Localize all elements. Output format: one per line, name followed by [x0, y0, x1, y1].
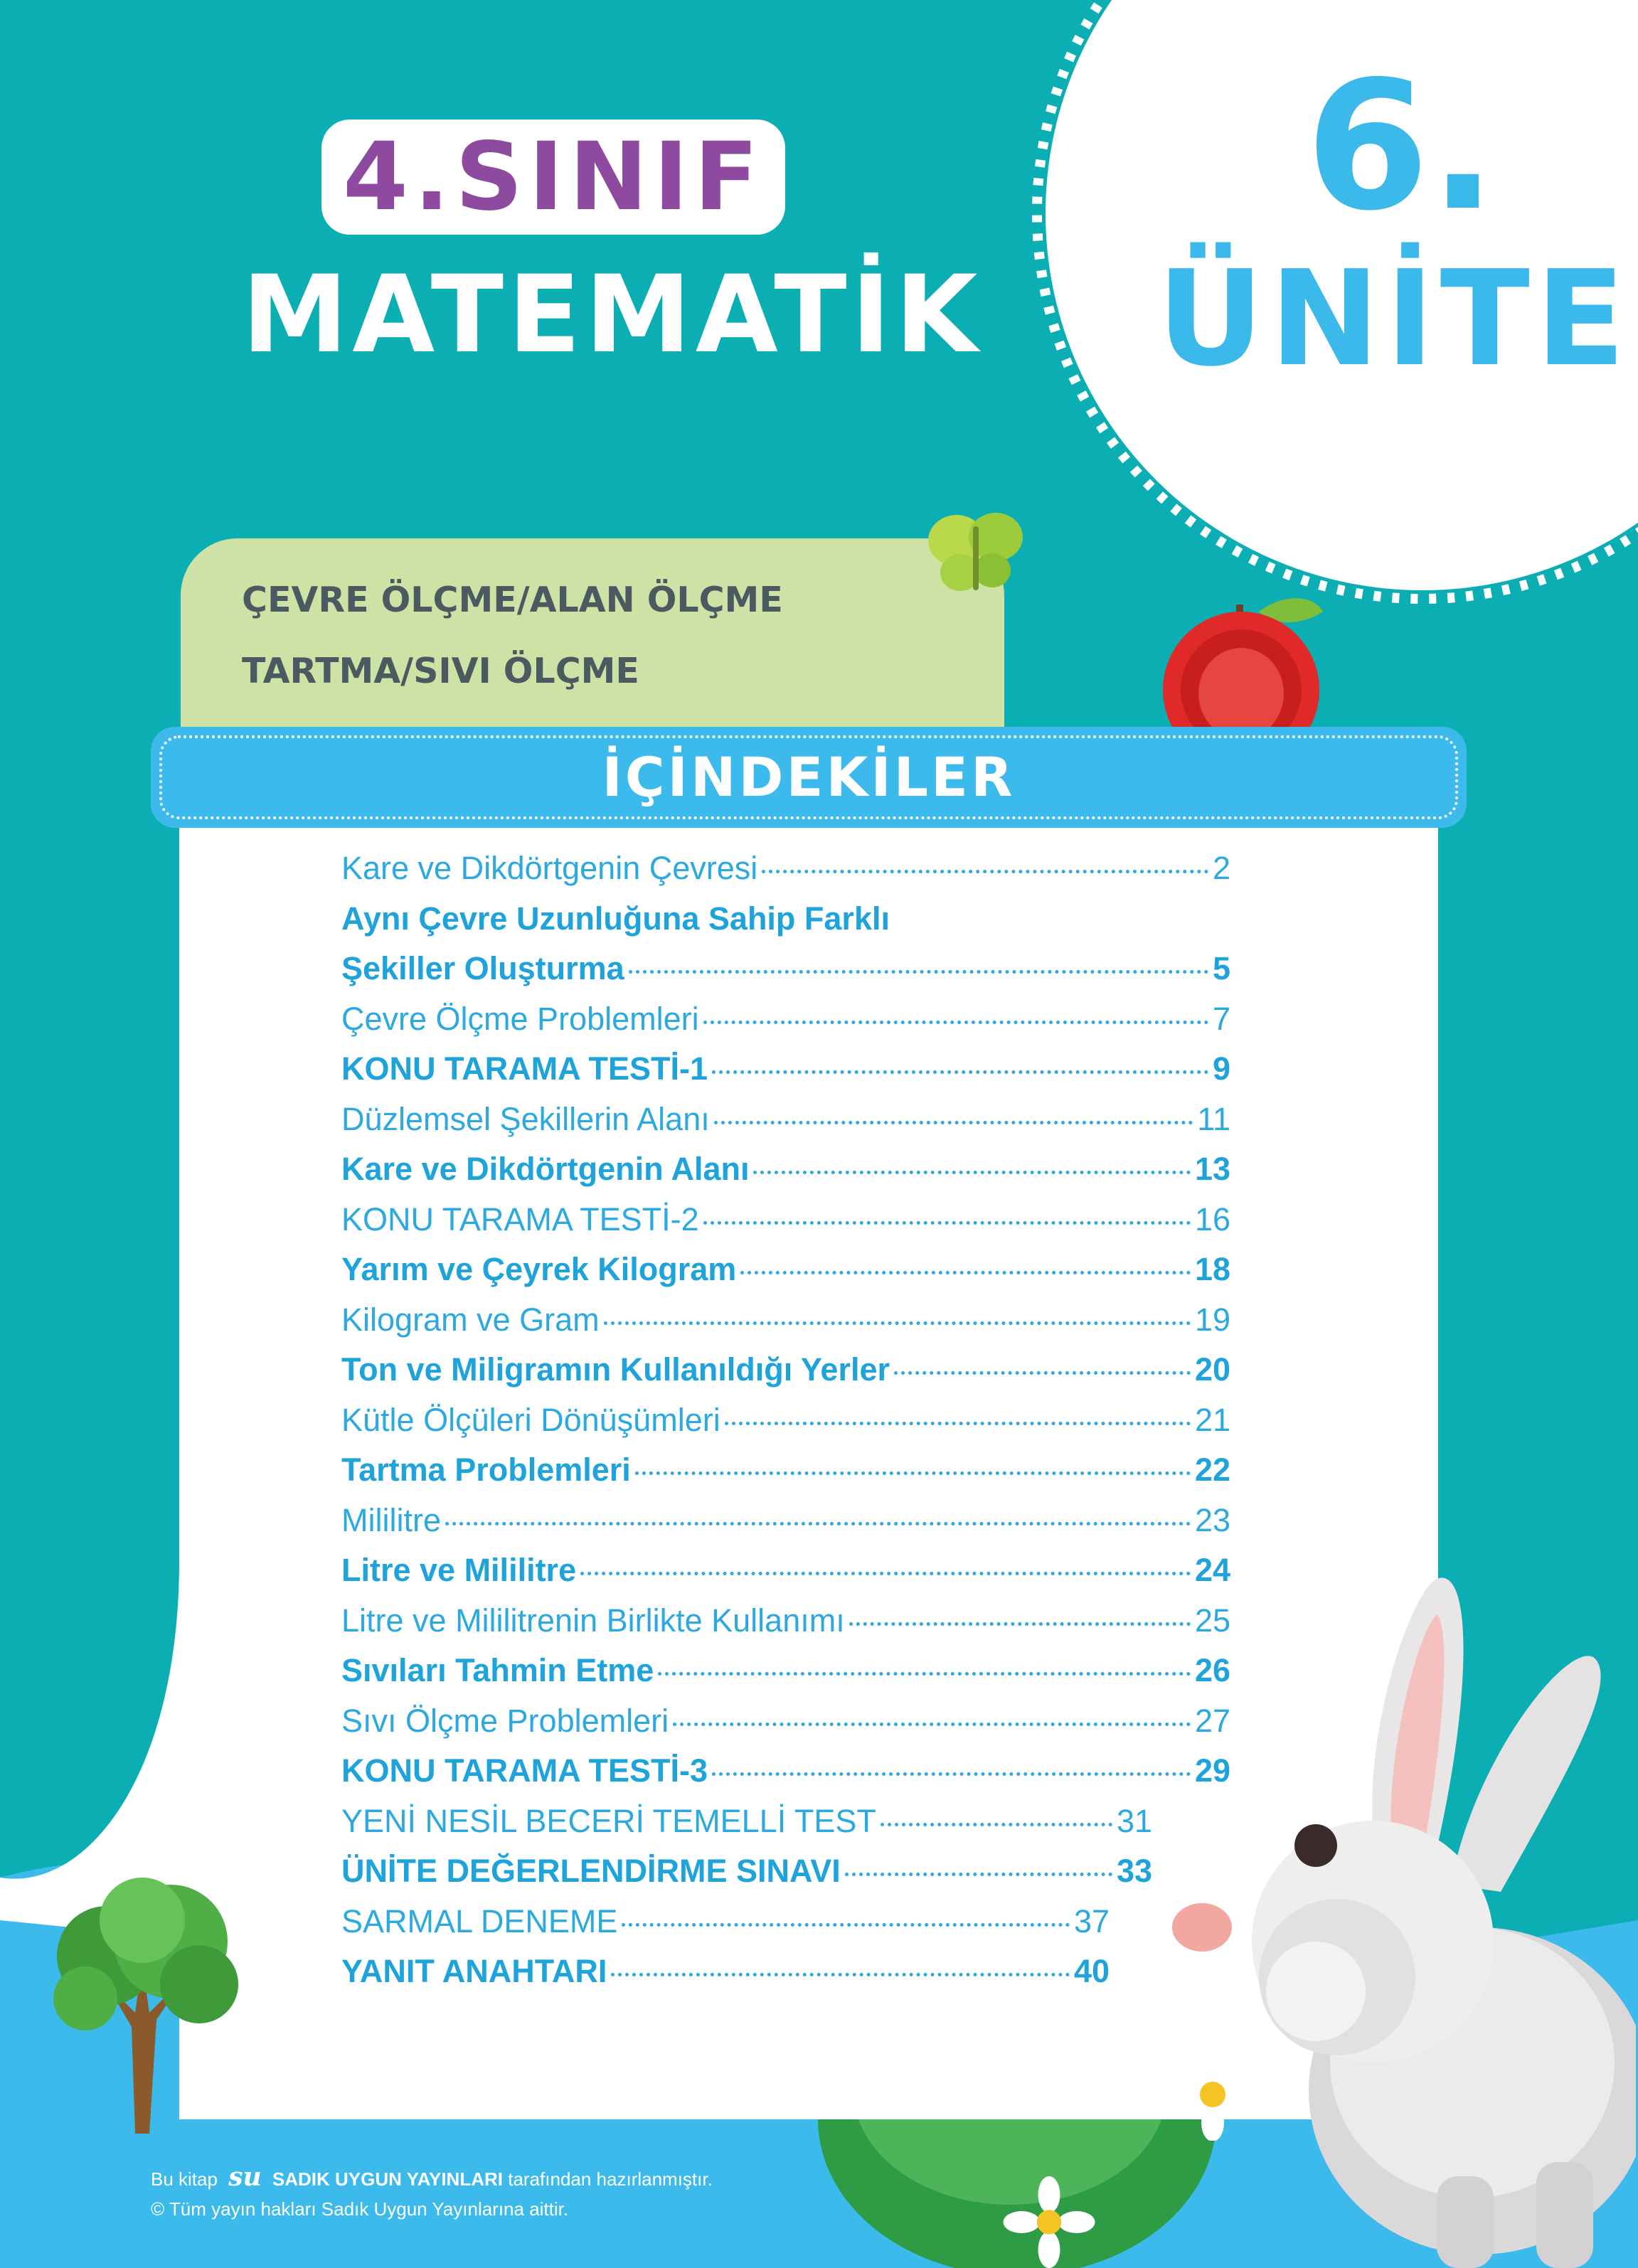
toc-entry-page: 11: [1197, 1100, 1230, 1137]
toc-entry: [341, 1853, 1152, 1903]
toc-leader-dots: [712, 1070, 1208, 1074]
toc-entry-title: Düzlemsel Şekillerin Alanı: [341, 1100, 710, 1137]
flower-icon: [1166, 2048, 1259, 2141]
toc-entry-title: Şekiller Oluşturma: [341, 950, 624, 986]
toc-entry-page: 13: [1194, 1151, 1230, 1187]
footer-credits: [151, 2162, 713, 2224]
toc-leader-dots: [703, 1221, 1191, 1225]
topic-line-2: TARTMA/SIVI ÖLÇME: [242, 651, 639, 691]
flower-icon: [996, 2176, 1102, 2268]
footer-prefix: Bu kitap: [151, 2168, 218, 2190]
toc-leader-dots: [445, 1522, 1191, 1526]
toc-entry-page: 7: [1212, 1000, 1230, 1037]
toc-entry-page: 29: [1194, 1752, 1230, 1789]
toc-entry-page: 5: [1212, 950, 1230, 986]
toc-entry-page: 26: [1194, 1652, 1230, 1688]
toc-leader-dots: [712, 1772, 1191, 1776]
toc-entry: [341, 1351, 1230, 1402]
toc-entry-title: Kilogram ve Gram: [341, 1301, 600, 1338]
rabbit-illustration: [1138, 1550, 1636, 2268]
toc-entry: [341, 1703, 1230, 1753]
toc-entry-title: Yarım ve Çeyrek Kilogram: [341, 1251, 737, 1287]
toc-leader-dots: [714, 1121, 1193, 1124]
toc-entry-page: 21: [1194, 1401, 1230, 1438]
toc-entry-title: KONU TARAMA TESTİ-1: [341, 1050, 708, 1087]
toc-entry: [341, 1803, 1152, 1853]
toc-entry: [341, 1903, 1110, 1954]
toc-entry-title: Sıvıları Tahmin Etme: [341, 1652, 654, 1688]
toc-list: [341, 850, 1230, 2003]
toc-entry: [341, 1402, 1230, 1452]
toc-entry-title: Sıvı Ölçme Problemleri: [341, 1702, 669, 1739]
toc-entry-title: Kare ve Dikdörtgenin Çevresi: [341, 850, 758, 886]
toc-entry: [341, 1251, 1230, 1301]
subject-title: MATEMATİK: [242, 253, 982, 377]
toc-entry: [341, 1151, 1230, 1201]
footer-line-1: [151, 2162, 713, 2194]
toc-leader-dots: [845, 1873, 1112, 1876]
toc-entry-title: Kare ve Dikdörtgenin Alanı: [341, 1151, 750, 1187]
unit-number: 6.: [1305, 43, 1497, 250]
toc-leader-dots: [611, 1973, 1070, 1976]
toc-leader-dots: [762, 870, 1208, 873]
toc-leader-dots: [629, 970, 1208, 974]
toc-entry-title: KONU TARAMA TESTİ-3: [341, 1752, 708, 1789]
footer-suffix: tarafından hazırlanmıştır.: [508, 2168, 713, 2190]
toc-entry-page: 27: [1194, 1702, 1230, 1739]
toc-entry: [341, 900, 1230, 951]
toc-entry-title: Litre ve Mililitrenin Birlikte Kullanımı: [341, 1602, 845, 1639]
toc-leader-dots: [894, 1371, 1191, 1375]
tree-illustration: [43, 1878, 249, 2134]
toc-entry-title: YANIT ANAHTARI: [341, 1953, 607, 1989]
toc-entry-page: 19: [1194, 1301, 1230, 1338]
toc-leader-dots: [580, 1572, 1191, 1575]
toc-entry-title: Kütle Ölçüleri Dönüşümleri: [341, 1401, 720, 1438]
toc-entry-title: YENİ NESİL BECERİ TEMELLİ TEST: [341, 1802, 876, 1839]
toc-entry-page: 24: [1194, 1552, 1230, 1588]
toc-entry-title: Tartma Problemleri: [341, 1452, 631, 1488]
toc-entry-page: 18: [1194, 1251, 1230, 1287]
toc-entry-title: ÜNİTE DEĞERLENDİRME SINAVI: [341, 1853, 841, 1889]
publisher-logo: su: [228, 2162, 262, 2192]
toc-entry: [341, 1301, 1230, 1352]
toc-entry-title: Mililitre: [341, 1501, 441, 1538]
toc-entry: [341, 1552, 1230, 1602]
toc-entry: [341, 1201, 1230, 1252]
toc-entry-page: 22: [1194, 1452, 1230, 1488]
toc-entry-page: 37: [1073, 1902, 1110, 1939]
footer-line-2: © Tüm yayın hakları Sadık Uygun Yayınlarına aittir.: [151, 2198, 569, 2220]
toc-entry-page: 31: [1116, 1802, 1152, 1839]
toc-entry: [341, 850, 1230, 900]
toc-entry-page: 40: [1073, 1953, 1110, 1989]
butterfly-icon: [918, 505, 1031, 605]
toc-entry: [341, 1452, 1230, 1502]
grade-label: 4.SINIF: [343, 122, 764, 232]
publisher-name: SADIK UYGUN YAYINLARI: [272, 2168, 503, 2190]
toc-leader-dots: [725, 1422, 1191, 1425]
toc-entry-title: Ton ve Miligramın Kullanıldığı Yerler: [341, 1351, 890, 1388]
toc-entry: [341, 1001, 1230, 1051]
toc-entry-title: KONU TARAMA TESTİ-2: [341, 1200, 699, 1237]
toc-entry: [341, 1602, 1230, 1653]
toc-entry-page: 25: [1194, 1602, 1230, 1639]
toc-leader-dots: [604, 1321, 1191, 1325]
unit-word: ÜNİTE: [1156, 242, 1632, 395]
toc-entry-page: 9: [1212, 1050, 1230, 1087]
toc-entry-page: 23: [1194, 1501, 1230, 1538]
toc-entry: [341, 1101, 1230, 1151]
toc-entry: [341, 1652, 1230, 1703]
toc-entry: [341, 950, 1230, 1001]
toc-leader-dots: [703, 1021, 1208, 1024]
toc-leader-dots: [658, 1672, 1191, 1676]
toc-entry-title: Aynı Çevre Uzunluğuna Sahip Farklı: [341, 900, 890, 937]
toc-leader-dots: [622, 1923, 1070, 1927]
toc-entry: [341, 1050, 1230, 1101]
toc-entry-title: Litre ve Mililitre: [341, 1552, 577, 1588]
toc-entry-page: 20: [1194, 1351, 1230, 1388]
toc-entry-title: Çevre Ölçme Problemleri: [341, 1000, 699, 1037]
toc-entry-title: SARMAL DENEME: [341, 1902, 618, 1939]
topic-line-1: ÇEVRE ÖLÇME/ALAN ÖLÇME: [242, 580, 783, 620]
toc-leader-dots: [881, 1823, 1112, 1826]
toc-leader-dots: [753, 1171, 1190, 1174]
toc-entry-page: 33: [1116, 1853, 1152, 1889]
toc-leader-dots: [635, 1471, 1191, 1475]
toc-entry-page: 2: [1212, 850, 1230, 886]
toc-entry-page: 16: [1194, 1200, 1230, 1237]
toc-entry: [341, 1752, 1230, 1803]
toc-entry: [341, 1953, 1110, 2003]
toc-title: İÇİNDEKİLER: [602, 745, 1016, 809]
toc-entry: [341, 1502, 1230, 1553]
toc-leader-dots: [673, 1723, 1191, 1726]
toc-leader-dots: [740, 1271, 1191, 1274]
